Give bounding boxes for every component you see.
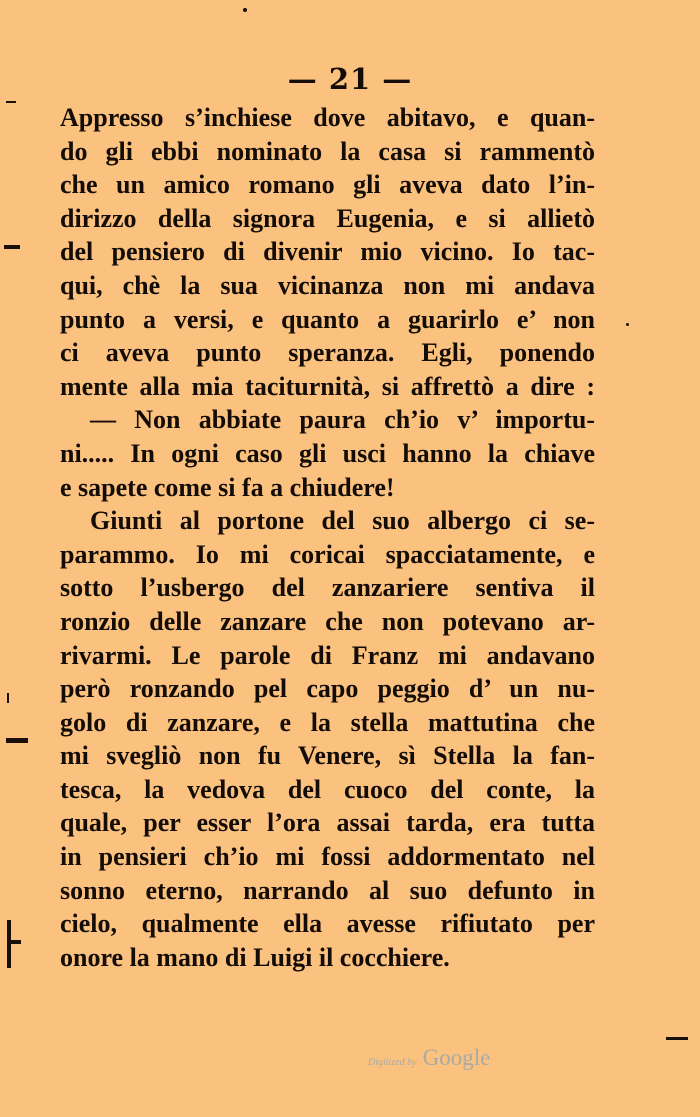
scan-mark-left-bracket-arm	[7, 940, 21, 944]
text-line-14: parammo. Io mi coricai spacciatamente, e	[60, 539, 595, 569]
text-line-22: quale, per esser l’ora assai tarda, era tutta	[60, 808, 595, 838]
body-text	[60, 101, 595, 974]
scan-mark-left-tick	[7, 693, 9, 703]
text-line-13: Giunti al portone del suo albergo ci se-	[90, 506, 595, 536]
text-line-24: sonno eterno, narrando al suo defunto in	[60, 875, 595, 905]
text-line-19: golo di zanzare, e la stella mattutina che	[60, 707, 595, 737]
text-line-25: cielo, qualmente ella avesse rifiutato per	[60, 909, 595, 939]
text-line-10: — Non abbiate paura ch’io v’ importu-	[90, 405, 595, 435]
text-line-3: che un amico romano gli aveva dato l’in-	[60, 170, 595, 200]
google-logo-text: Google	[422, 1045, 491, 1070]
text-line-11: ni..... In ogni caso gli usci hanno la chiave	[60, 438, 595, 468]
text-line-17: rivarmi. Le parole di Franz mi andavano	[60, 640, 595, 670]
scan-mark-left-arrow	[4, 245, 20, 249]
text-line-18: però ronzando pel capo peggio d’ un nu-	[60, 674, 595, 704]
text-line-21: tesca, la vedova del cuoco del conte, la	[60, 774, 595, 804]
text-line-7: punto a versi, e quanto a guarirlo e’ non	[60, 304, 595, 334]
text-line-5: del pensiero di divenir mio vicino. Io tac-	[60, 237, 595, 267]
text-line-26: onore la mano di Luigi il cocchiere.	[60, 942, 450, 972]
text-line-23: in pensieri ch’io mi fossi addormentato nel	[60, 842, 595, 872]
text-line-6: qui, chè la sua vicinanza non mi andava	[60, 270, 595, 300]
text-line-12: e sapete come si fa a chiudere!	[60, 472, 395, 502]
digitized-by-google-watermark	[368, 1045, 490, 1071]
text-line-20: mi svegliò non fu Venere, sì Stella la fan-	[60, 741, 595, 771]
scan-mark-left-dash	[6, 101, 16, 103]
page-number: — 21 —	[287, 62, 413, 96]
text-line-9: mente alla mia taciturnità, si affrettò a dire :	[60, 371, 595, 401]
scan-mark-left-bracket	[7, 920, 11, 968]
scan-mark-right-dash	[666, 1037, 688, 1040]
text-line-15: sotto l’usbergo del zanzariere sentiva il	[60, 573, 595, 603]
text-line-8: ci aveva punto speranza. Egli, ponendo	[60, 338, 595, 368]
scan-mark-left-bar	[6, 738, 28, 743]
text-line-4: dirizzo della signora Eugenia, e si allietò	[60, 203, 595, 233]
text-line-2: do gli ebbi nominato la casa si rammentò	[60, 136, 595, 166]
watermark-small-text: Digitized by	[368, 1057, 417, 1068]
text-line-16: ronzio delle zanzare che non potevano ar-	[60, 606, 595, 636]
text-line-1: Appresso s’inchiese dove abitavo, e quan-	[60, 103, 595, 132]
scan-mark-right-dot	[626, 323, 629, 326]
scan-mark-top-dot	[243, 8, 247, 12]
